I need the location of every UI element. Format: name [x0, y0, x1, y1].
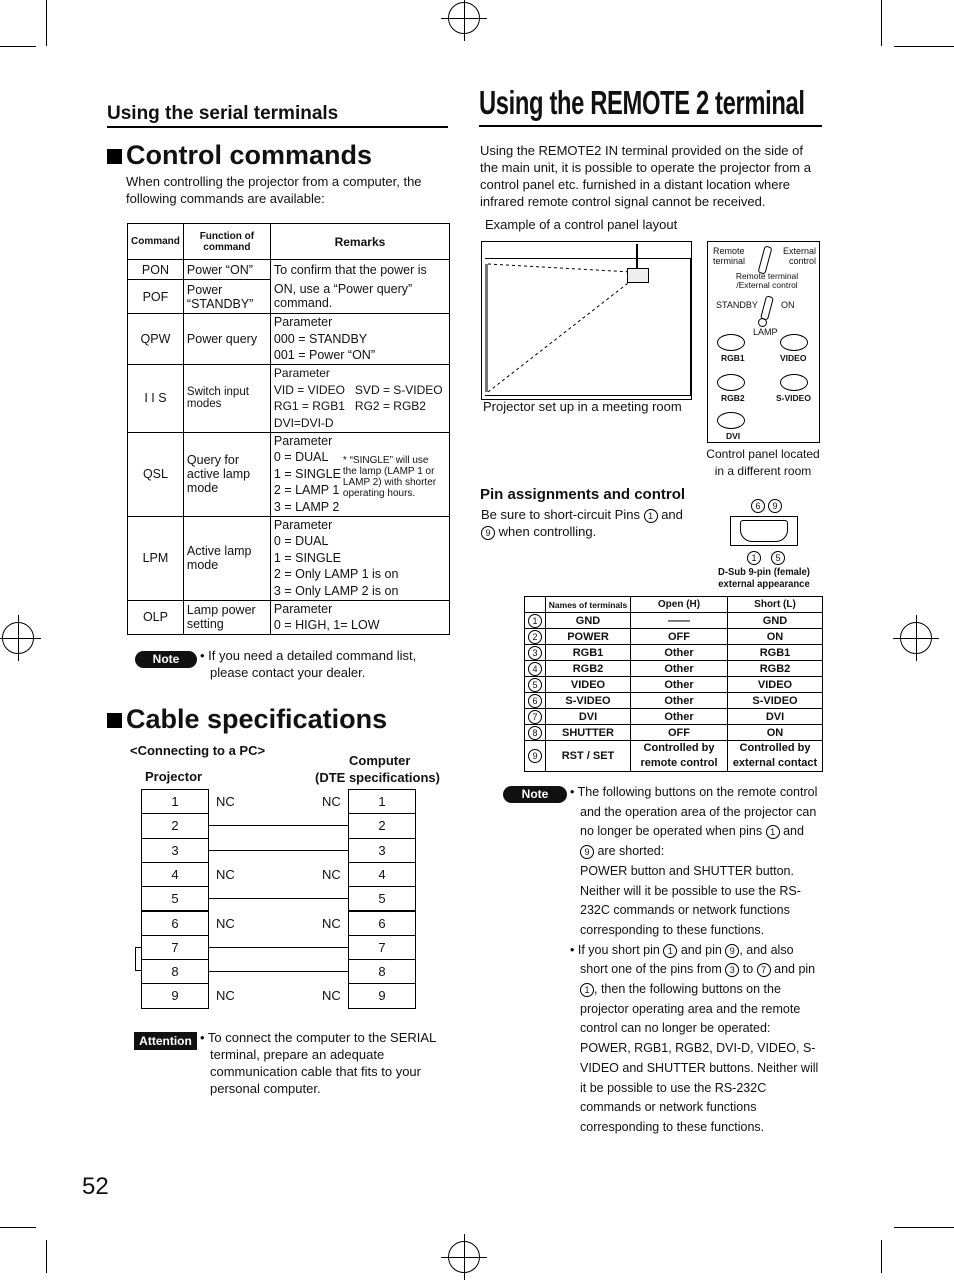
crop-mark: [0, 1227, 36, 1228]
table-row: 7 DVI Other DVI: [525, 709, 823, 725]
pin-heading: Pin assignments and control: [480, 486, 686, 503]
projector-pin: 8: [141, 959, 209, 984]
table-row: 3 RGB1 Other RGB1: [525, 645, 823, 661]
crop-mark: [881, 0, 882, 46]
table-row: PON: [128, 260, 184, 280]
remote-notes: • The following buttons on the remote control and the operation area of the projector can no longer be operated when pins 1 and 9 are shorted: POWER button and SHUTTER button. Neither will it be possible to use the RS-232C commands or network functions corresponding to these functions. • If you short pin 1 and pin 9 , and also short one of the pins from 3 to 7 and pin 1 , then the following buttons on the projector operating area and the remote control can no longer be operated: POWER, RGB1, RGB2, DVI-D, VIDEO, S-VIDEO and SHUTTER buttons. Neither will it be possible to use the RS-232C commands or network functions corresponding to these functions.: [570, 785, 819, 1134]
projection-beam: [482, 242, 693, 401]
single-footnote: * “SINGLE” will use the lamp (LAMP 1 or LAMP 2) with shorter operating hours.: [342, 454, 437, 499]
example-label: Example of a control panel layout: [485, 217, 678, 232]
title-rule: [479, 125, 822, 127]
panel-caption: Control panel located in a different room: [706, 447, 820, 478]
square-bullet-icon: [107, 149, 122, 164]
loopback-line: [135, 947, 141, 971]
projector-pin: 3: [141, 838, 209, 863]
note-badge: Note: [503, 786, 567, 803]
projector-pin: 5: [141, 886, 209, 911]
table-row: 1 GND —— GND: [525, 613, 823, 629]
computer-pin: 9: [348, 983, 416, 1008]
registration-mark: [900, 622, 932, 654]
col-function: Function of command: [183, 224, 270, 260]
nc-label: NC: [322, 988, 341, 1004]
computer-pin: 6: [348, 911, 416, 936]
table-row: 4 RGB2 Other RGB2: [525, 661, 823, 677]
svideo-button-icon[interactable]: [780, 374, 808, 391]
computer-pin: 7: [348, 935, 416, 960]
pin-1-icon: 1: [644, 509, 658, 523]
nc-label: NC: [322, 866, 341, 882]
col-command: Command: [128, 224, 184, 260]
registration-mark: [448, 2, 480, 34]
computer-sub-label: (DTE specifications): [315, 770, 440, 785]
room-caption: Projector set up in a meeting room: [483, 399, 682, 414]
registration-mark: [2, 622, 34, 654]
projector-pin: 6: [141, 911, 209, 936]
video-button-icon[interactable]: [780, 334, 808, 351]
nc-label: NC: [322, 794, 341, 809]
projector-pin: 9: [141, 983, 209, 1008]
crop-mark: [46, 0, 47, 46]
table-row: 2 POWER OFF ON: [525, 629, 823, 645]
pin-instruction: Be sure to short-circuit Pins 1 and 9 when controlling.: [481, 507, 683, 539]
computer-pin: 3: [348, 838, 416, 863]
control-panel-figure: Remote terminal External control Remote terminal /External control STANDBY ON LAMP RGB1 VIDEO RGB2 S-VIDEO DVI: [707, 241, 820, 443]
section-title: Using the serial terminals: [107, 103, 339, 124]
crop-mark: [894, 1227, 954, 1228]
rgb1-button-icon[interactable]: [717, 334, 745, 351]
control-note: • If you need a detailed command list, please contact your dealer.: [200, 648, 417, 680]
pin-table: [524, 596, 823, 772]
table-row: OLP: [128, 600, 184, 634]
table-row: I I S: [128, 364, 184, 432]
meeting-room-figure: [481, 241, 692, 400]
table-row: QPW: [128, 314, 184, 365]
nc-label: NC: [216, 915, 235, 931]
rgb2-button-icon[interactable]: [717, 374, 745, 391]
table-row: 6 S-VIDEO Other S-VIDEO: [525, 693, 823, 709]
crop-mark: [894, 46, 954, 47]
crop-mark: [46, 1240, 47, 1273]
projector-pin: 2: [141, 813, 209, 838]
projector-icon: [627, 268, 649, 283]
wire-line: [209, 898, 348, 899]
note-badge: Note: [135, 651, 197, 668]
crop-mark: [881, 1240, 882, 1273]
attention-badge: Attention: [134, 1032, 197, 1050]
dvi-button-icon[interactable]: [717, 412, 745, 429]
projector-pin: 4: [141, 862, 209, 887]
pin-9-icon: 9: [481, 526, 495, 540]
computer-pin: 5: [348, 886, 416, 911]
table-row: LPM: [128, 516, 184, 600]
crop-mark: [0, 46, 36, 47]
remote-intro: Using the REMOTE2 IN terminal provided on the side of the main unit, it is possible to operate the projector from a control panel etc. furnished in a distant location where infrared remote control signal cannot be received.: [480, 143, 811, 209]
nc-label: NC: [216, 866, 235, 882]
col-names: Names of terminals: [546, 597, 631, 613]
lamp-indicator-icon: [758, 318, 767, 327]
projector-mount-icon: [636, 244, 638, 268]
projector-pin: 1: [141, 789, 209, 814]
registration-mark: [448, 1241, 480, 1273]
command-table: Command Function of command Remarks PON Power “ON” To confirm that the power is POF Power “STANDBY” ON, use a “Power query” command. QPW Power query Parameter 000 = STANDBY 001 = Power “ON” I I S Switch input modes Parameter VID = VIDEO SVD = S-VIDEO RG1 = RGB1 RG2 = RGB2 DVI=DVI-D QSL Query for active lamp mode Parameter 0 = DUAL 1 = SINGLE 2 = LAMP 1 3 = LAMP 2 * “SINGLE” will use the lamp (LAMP 1 or LAMP 2) with shorter operating hours. LPM Active lamp mode Parameter 0 = DUAL 1 = SINGLE 2 = Only LAMP 1 is on 3 = Only LAMP 2 is on OLP Lamp power setting Parameter 0 = HIGH, 1= LOW: [127, 223, 450, 635]
nc-label: NC: [322, 915, 341, 931]
table-row: 8 SHUTTER OFF ON: [525, 725, 823, 741]
nc-label: NC: [216, 794, 235, 809]
section-rule: [107, 126, 448, 128]
table-row: POF: [128, 280, 184, 314]
table-row: 9 RST / SET Controlled by remote control Controlled by external contact: [525, 741, 823, 772]
control-commands-heading: Control commands: [107, 140, 372, 171]
projector-label: Projector: [145, 769, 203, 784]
computer-pin: 8: [348, 959, 416, 984]
page-title: Using the REMOTE 2 terminal: [479, 84, 805, 121]
wire-line: [209, 947, 348, 948]
table-row: QSL: [128, 432, 184, 516]
dsub-caption: D-Sub 9-pin (female) external appearance: [718, 566, 810, 590]
table-row: 5 VIDEO Other VIDEO: [525, 677, 823, 693]
nc-label: NC: [216, 988, 235, 1004]
cable-spec-heading: Cable specifications: [107, 704, 387, 735]
wire-line: [209, 825, 348, 826]
square-bullet-icon: [107, 713, 122, 728]
computer-pin: 1: [348, 789, 416, 814]
page-number: 52: [82, 1173, 109, 1200]
dsub-connector-figure: 6 9 1 5: [720, 497, 820, 567]
col-remarks: Remarks: [270, 224, 449, 260]
power-switch-icon[interactable]: [760, 295, 774, 320]
attention-text: • To connect the computer to the SERIAL terminal, prepare an adequate communication cable that fits to your personal computer.: [200, 1030, 436, 1096]
projector-pin: 7: [141, 935, 209, 960]
control-intro: When controlling the projector from a computer, the following commands are available:: [126, 174, 422, 206]
wire-line: [209, 971, 348, 972]
connecting-label: <Connecting to a PC>: [130, 743, 266, 758]
wire-line: [209, 850, 348, 851]
computer-pin: 4: [348, 862, 416, 887]
col-open: Open (H): [631, 597, 728, 613]
computer-label: Computer: [349, 753, 411, 768]
col-short: Short (L): [728, 597, 823, 613]
computer-pin: 2: [348, 813, 416, 838]
